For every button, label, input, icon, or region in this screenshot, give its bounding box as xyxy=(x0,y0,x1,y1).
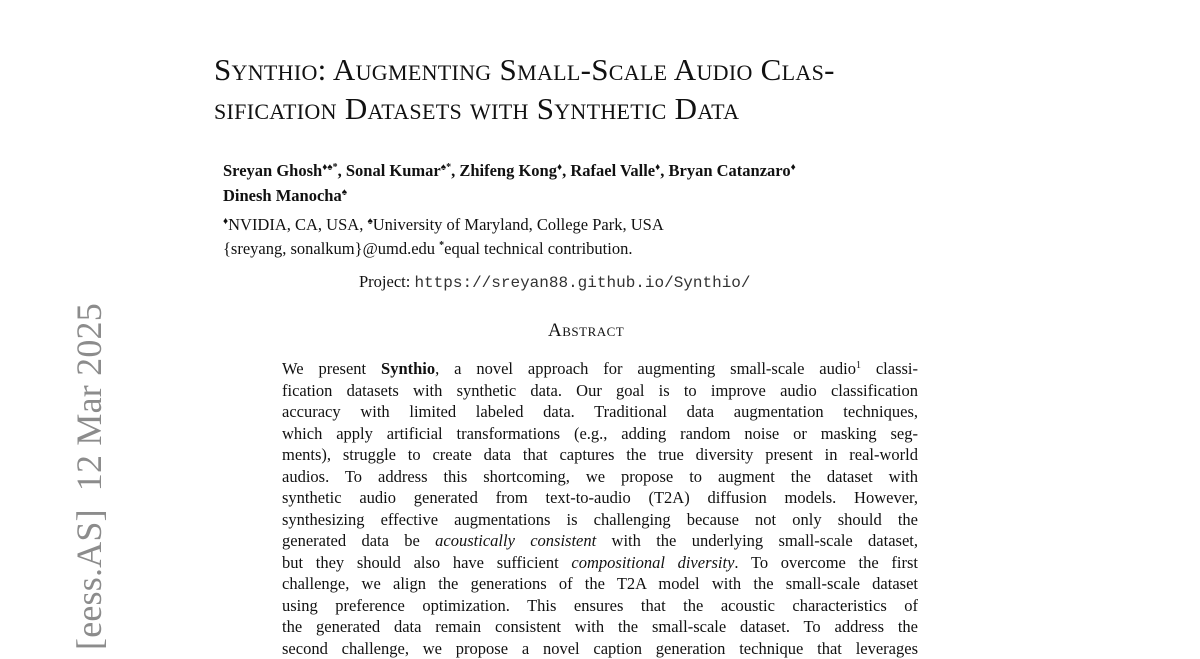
abstract-line: accuracy with limited labeled data. Traditional data augmentation techniques, xyxy=(282,401,918,423)
author-list xyxy=(223,158,983,208)
abstract-line: using preference optimization. This ensures that the acoustic characteristics of xyxy=(282,595,918,617)
paper-title xyxy=(214,50,1014,128)
emphasis: compositional diversity xyxy=(571,553,734,572)
equal-contrib-symbol: * xyxy=(439,240,444,251)
abstract-line: synthetic audio generated from text-to-audio (T2A) diffusion models. However, xyxy=(282,487,918,509)
contact-line xyxy=(223,237,983,261)
abstract-text: but they should also have sufficient xyxy=(282,553,571,572)
equal-contrib-note: equal technical contribution. xyxy=(444,239,632,258)
affiliation-line xyxy=(223,213,983,237)
affil-symbol: ♦ xyxy=(223,216,228,227)
abstract-text: We present xyxy=(282,359,381,378)
abstract-line: fication datasets with synthetic data. Our goal is to improve audio classification xyxy=(282,380,918,402)
affil-symbol: ♠ xyxy=(367,216,372,227)
author-line-1: Sreyan Ghosh♦♠*, Sonal Kumar♠*, Zhifeng Kong♦, Rafael Valle♦, Bryan Catanzaro♦ xyxy=(223,158,983,183)
abstract-text: . To overcome the first xyxy=(734,553,918,572)
abstract-line: synthesizing effective augmentations is challenging because not only should the xyxy=(282,509,918,531)
author-affil-marks: ♦ xyxy=(791,162,796,173)
abstract-line xyxy=(282,358,918,380)
affil-umd: University of Maryland, College Park, USA xyxy=(373,215,664,234)
affiliations xyxy=(223,213,983,261)
abstract-body xyxy=(282,358,918,659)
abstract-text: classi- xyxy=(861,359,918,378)
project-url[interactable]: https://sreyan88.github.io/Synthio/ xyxy=(414,274,750,292)
arxiv-side-stamp xyxy=(68,303,110,650)
author-name: Zhifeng Kong xyxy=(459,161,557,180)
abstract-line xyxy=(282,552,918,574)
arxiv-date: 12 Mar 2025 xyxy=(69,303,109,491)
author-name: Dinesh Manocha xyxy=(223,186,342,205)
abstract-line: ments), struggle to create data that captures the true diversity present in real-world xyxy=(282,444,918,466)
author-name: Sreyan Ghosh xyxy=(223,161,322,180)
author-name: Bryan Catanzaro xyxy=(669,161,791,180)
author-affil-marks: ♦ xyxy=(557,162,562,173)
author-affil-marks: ♠* xyxy=(441,162,451,173)
method-name: Synthio xyxy=(381,359,435,378)
author-name: Rafael Valle xyxy=(570,161,655,180)
author-affil-marks: ♦ xyxy=(655,162,660,173)
author-line-2 xyxy=(223,183,983,208)
footnote-marker: 1 xyxy=(856,360,861,371)
author-affil-marks: ♦♠* xyxy=(322,162,337,173)
abstract-text: , a novel approach for augmenting small-scale audio xyxy=(435,359,856,378)
abstract-heading: Abstract xyxy=(548,320,624,342)
author-affil-marks: ♠ xyxy=(342,187,347,198)
emphasis: acoustically consistent xyxy=(435,531,596,550)
abstract-line: second challenge, we propose a novel caption generation technique that leverages xyxy=(282,638,918,659)
abstract-text: with the underlying small-scale dataset, xyxy=(596,531,918,550)
author-name: Sonal Kumar xyxy=(346,161,441,180)
abstract-line: which apply artificial transformations (e.g., adding random noise or masking seg- xyxy=(282,423,918,445)
project-link-line xyxy=(359,272,751,292)
author-emails: {sreyang, sonalkum}@umd.edu xyxy=(223,239,435,258)
title-line-1: Synthio: Augmenting Small-Scale Audio Clas- xyxy=(214,50,1014,89)
title-line-2: sification Datasets with Synthetic Data xyxy=(214,89,1014,128)
abstract-text: generated data be xyxy=(282,531,435,550)
abstract-line: challenge, we align the generations of the T2A model with the small-scale dataset xyxy=(282,573,918,595)
abstract-line: audios. To address this shortcoming, we propose to augment the dataset with xyxy=(282,466,918,488)
abstract-line: the generated data remain consistent with the small-scale dataset. To address the xyxy=(282,616,918,638)
arxiv-category: [eess.AS] xyxy=(69,509,109,650)
project-label: Project: xyxy=(359,272,410,291)
affil-nvidia: NVIDIA, CA, USA, xyxy=(228,215,363,234)
abstract-line xyxy=(282,530,918,552)
